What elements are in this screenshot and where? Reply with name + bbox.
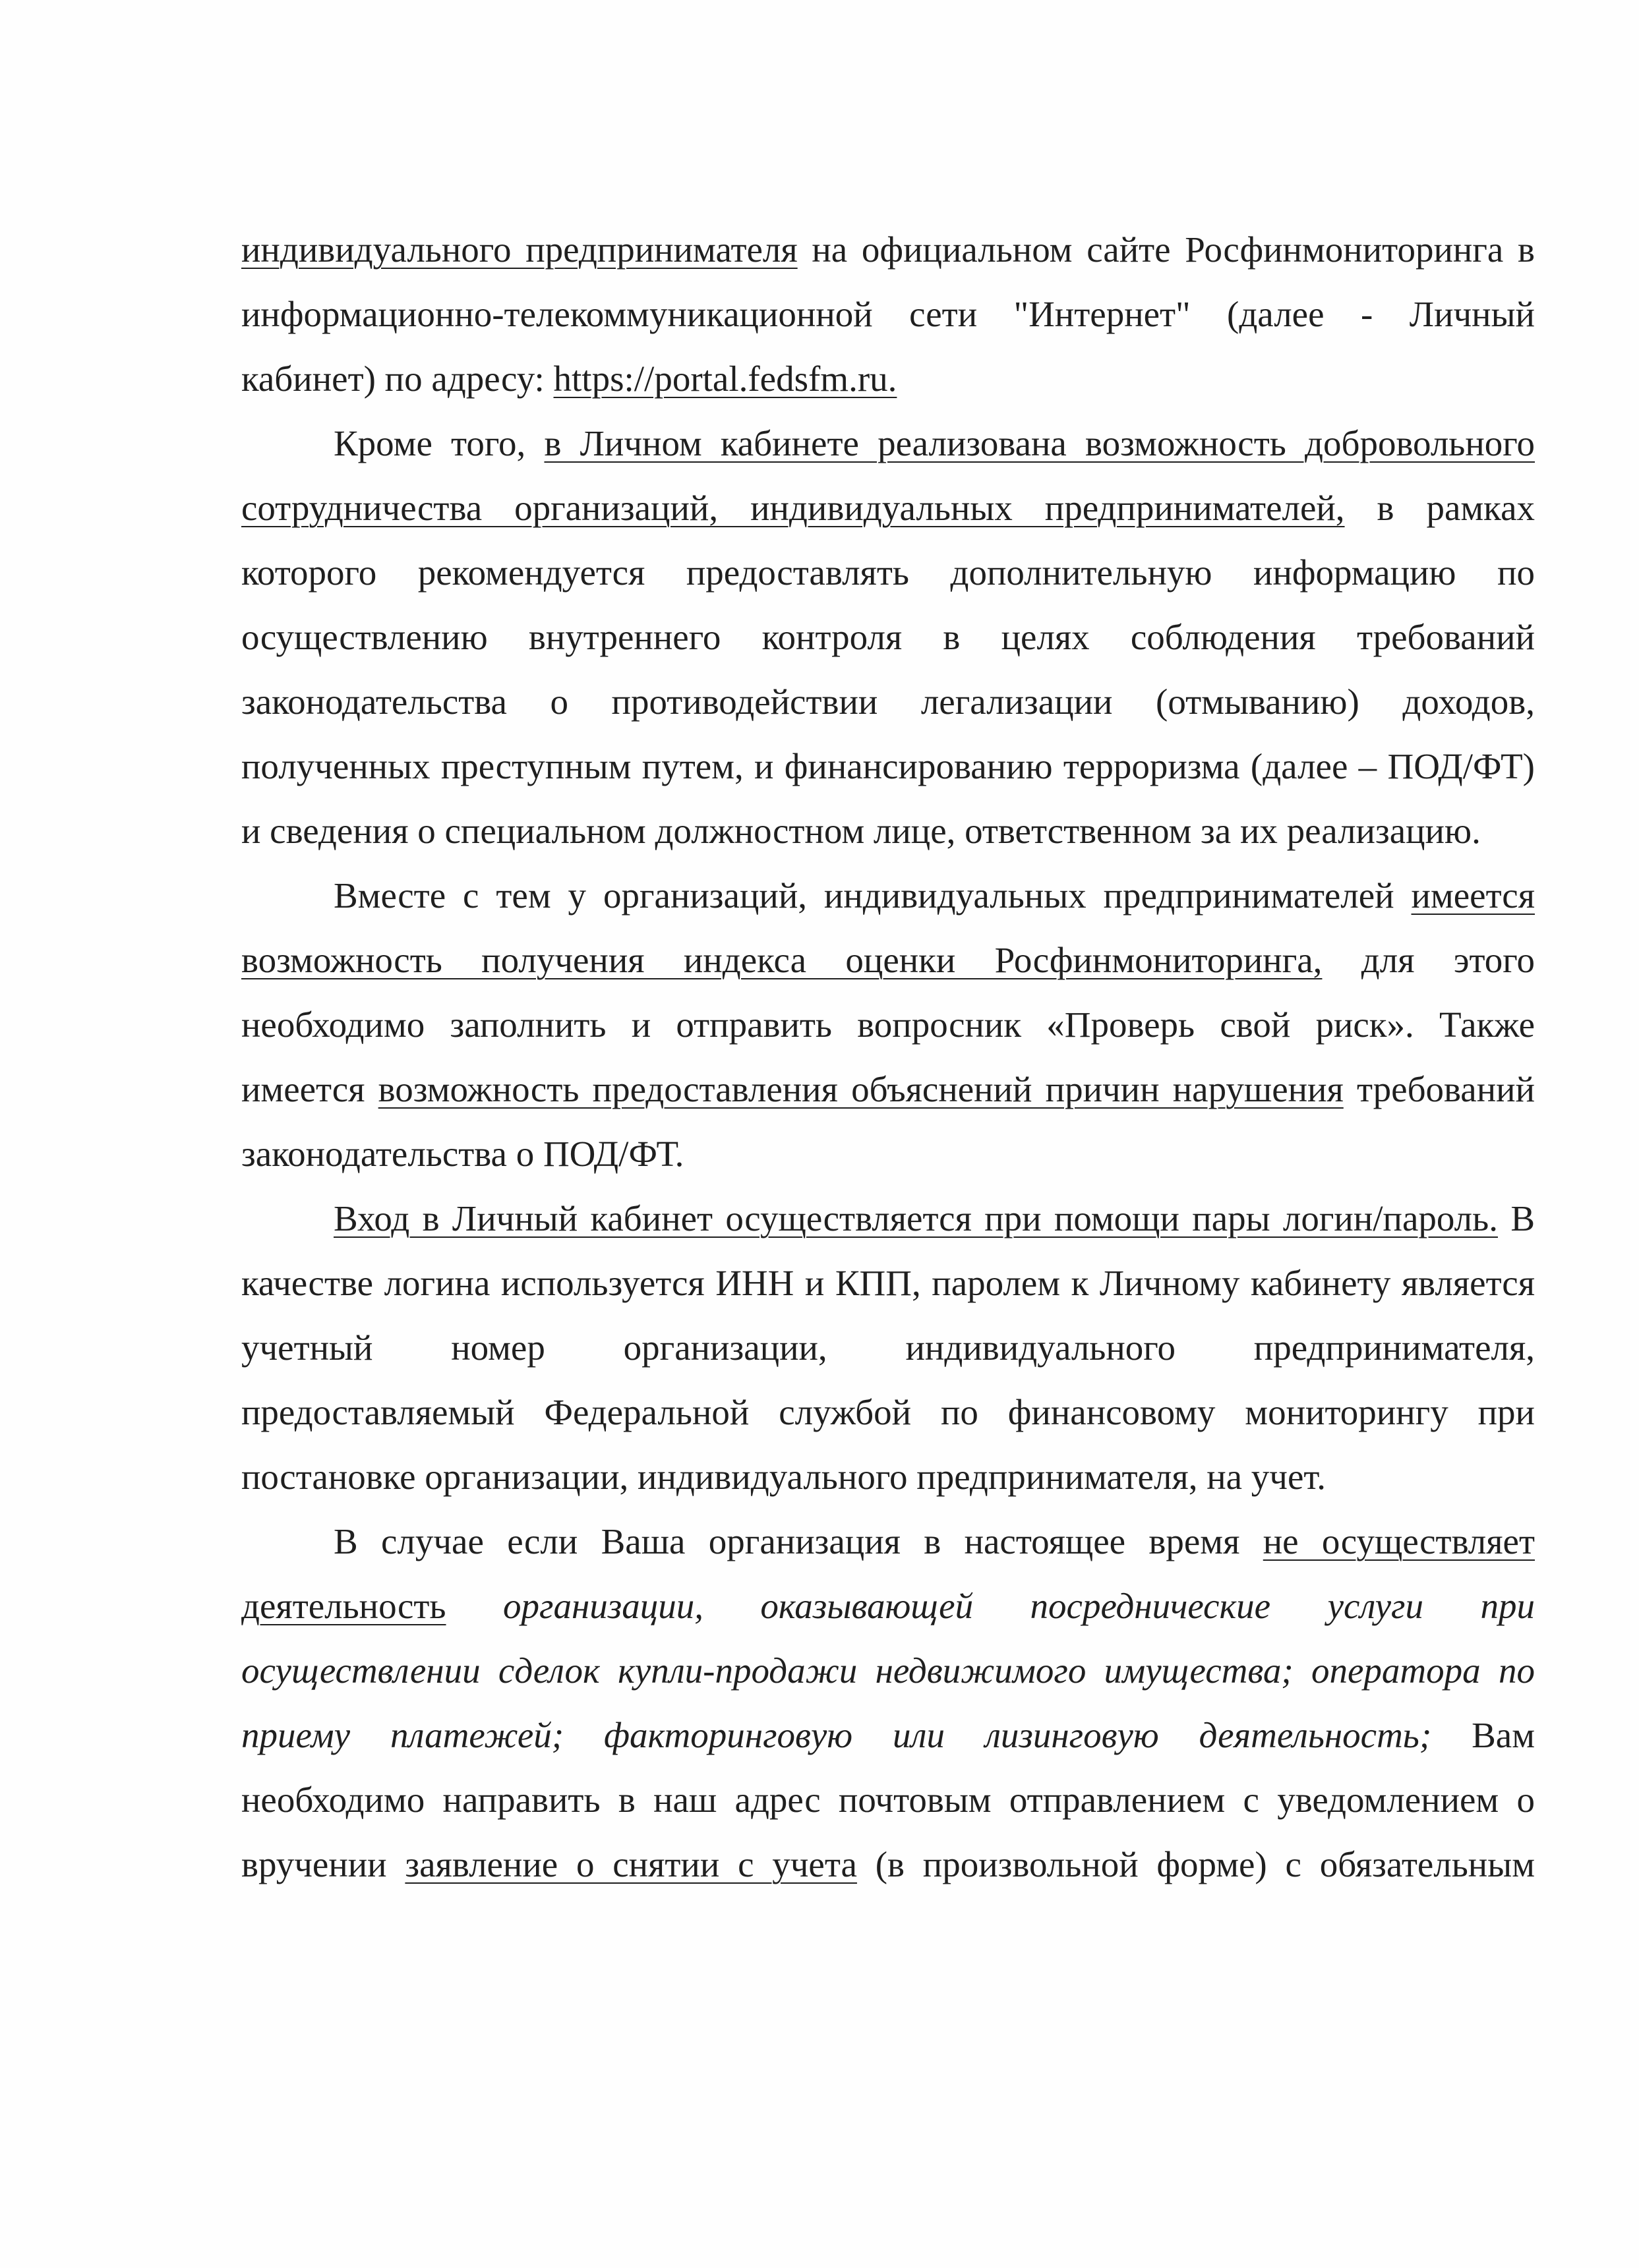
paragraph-4 [241,1186,1535,1509]
paragraph-5 [241,1509,1535,1897]
underlined-text: возможность предоставления объяснений причин нарушения [378,1069,1344,1109]
paragraph-text: В качестве логина используется ИНН и КПП, паролем к Личному кабинету является учетный номер организации, индивидуального предпринимателя, предоставляемый Федеральной службой по финансовому мониторингу при постановке организации, индивидуального предпринимателя, на учет. [241,1198,1535,1497]
document-body [241,218,1535,1897]
paragraph-text: (в произвольной форме) с обязательным [856,1844,1535,1884]
underlined-text: в Личном кабинете реализована возможность добровольного сотрудничества организаций, индивидуальных предпринимателей, [241,423,1535,528]
underlined-text: индивидуального предпринимателя [241,229,798,270]
paragraph-text: Кроме того, [334,423,545,463]
underlined-text: Вход в Личный кабинет осуществляется при помощи пары логин/пароль. [334,1198,1498,1238]
paragraph-3 [241,863,1535,1186]
paragraph-text: Вам необходимо направить в наш адрес почтовым отправлением с уведомлением о вручении [241,1715,1535,1884]
underlined-text: заявление о снятии с учета [405,1844,857,1884]
underlined-text: имеется возможность получения индекса оценки Росфинмониторинга, [241,875,1535,980]
paragraph-2 [241,411,1535,863]
paragraph-1 [241,218,1535,411]
paragraph-text: для этого необходимо заполнить и отправить вопросник «Проверь свой риск». Также имеется [241,940,1535,1109]
paragraph-text: на официальном сайте Росфинмониторинга в информационно-телекоммуникационной сети "Интернет" (далее - Личный кабинет) по адресу: [241,229,1535,399]
paragraph-text: В случае если Ваша организация в настоящее время [334,1521,1263,1561]
underlined-text: не осуществляет деятельность [241,1521,1535,1626]
italic-text: организации, оказывающей посреднические услуги при осуществлении сделок купли-продажи недвижимого имущества; оператора по приему платежей; факторинговую или лизинговую деятельность; [241,1586,1535,1755]
portal-link[interactable]: https://portal.fedsfm.ru. [553,359,897,399]
paragraph-text: требований законодательства о ПОД/ФТ. [241,1069,1535,1174]
paragraph-text: Вместе с тем у организаций, индивидуальных предпринимателей [334,875,1412,916]
paragraph-text: в рамках которого рекомендуется предоставлять дополнительную информацию по осуществлению внутреннего контроля в целях соблюдения требований законодательства о противодействии легализации (отмыванию) доходов, полученных преступным путем, и финансированию терроризма (далее – ПОД/ФТ) и сведения о специальном должностном лице, ответственном за их реализацию. [241,488,1535,851]
